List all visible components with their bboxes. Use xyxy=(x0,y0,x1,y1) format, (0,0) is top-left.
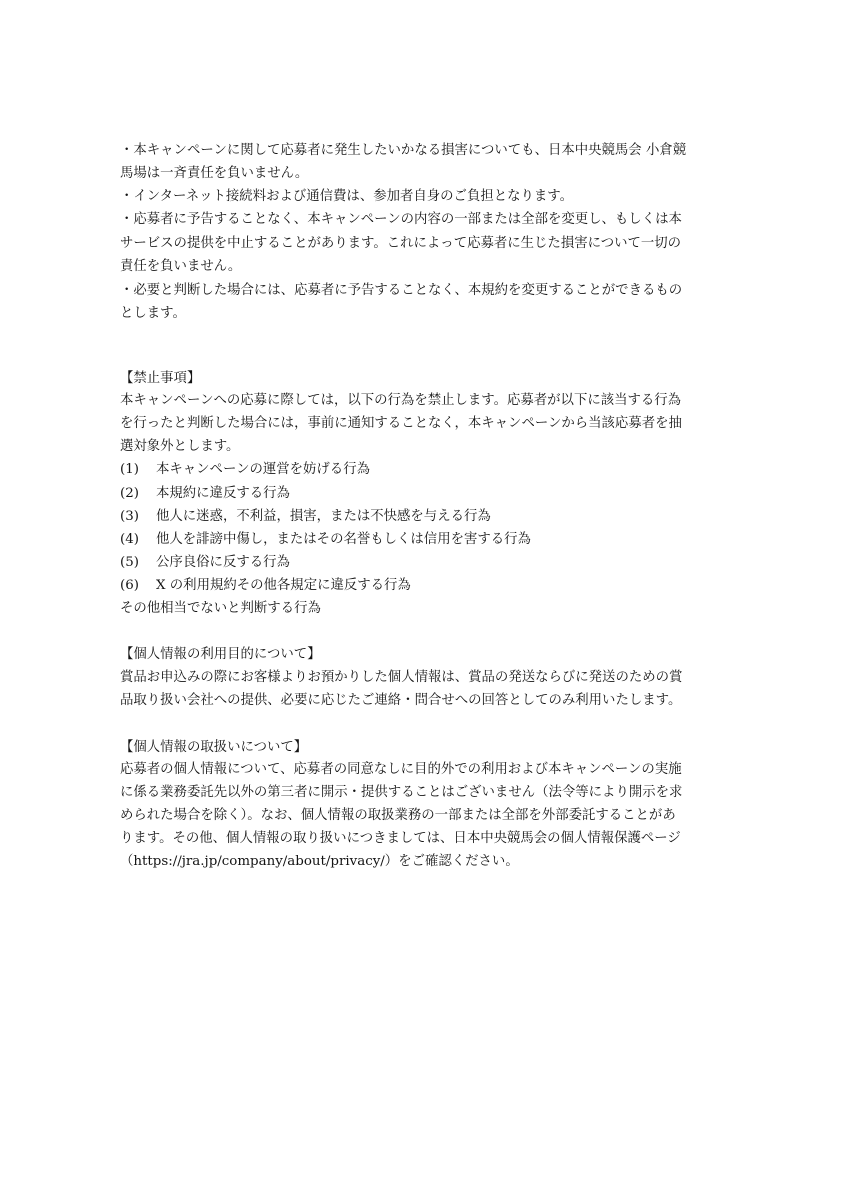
privacy-link-line[interactable]: （https://jra.jp/company/about/privacy/）をご確認ください。 xyxy=(120,854,519,869)
item-text: 本規約に違反する行為 xyxy=(156,486,290,501)
prohibited-item xyxy=(120,576,411,596)
purpose-line: 賞品お申込みの際にお客様よりお預かりした個人情報は、賞品の発送ならびに発送のための賞 xyxy=(120,670,683,685)
handling-line: 応募者の個人情報について、応募者の同意なしに目的外での利用および本キャンペーンの実施 xyxy=(120,762,682,777)
purpose-line: 品取り扱い会社への提供、必要に応じたご連絡・問合せへの回答としてのみ利用いたします。 xyxy=(120,693,682,708)
item-number: (6) xyxy=(120,578,139,593)
prohibited-item xyxy=(120,460,370,480)
handling-line: ります。その他、個人情報の取り扱いにつきましては、日本中央競馬会の個人情報保護ページ xyxy=(120,831,681,846)
notice-line: 馬場は一斉責任を負いません。 xyxy=(120,166,309,181)
item-number: (3) xyxy=(120,509,139,524)
item-text: 他人を誹謗中傷し，またはその名誉もしくは信用を害する行為 xyxy=(156,532,531,547)
item-text: X の利用規約その他各規定に違反する行為 xyxy=(156,578,411,593)
handling-heading: 【個人情報の取扱いについて】 xyxy=(120,740,308,755)
item-number: (2) xyxy=(120,486,139,501)
notice-line: ・インターネット接続料および通信費は、参加者自身のご負担となります。 xyxy=(120,189,574,204)
prohibited-intro-line: 本キャンペーンへの応募に際しては，以下の行為を禁止します。応募者が以下に該当する行為 xyxy=(120,393,682,408)
prohibited-heading: 【禁止事項】 xyxy=(120,371,201,386)
notice-line: ・本キャンペーンに関して応募者に発生したいかなる損害についても、日本中央競馬会 小倉競 xyxy=(120,143,687,158)
prohibited-item xyxy=(120,553,290,573)
prohibited-item xyxy=(120,507,491,527)
handling-line: に係る業務委託先以外の第三者に開示・提供することはございません（法令等により開示を求 xyxy=(120,785,683,800)
notice-line: ・必要と判断した場合には、応募者に予告することなく、本規約を変更することができるもの xyxy=(120,283,683,298)
prohibited-item xyxy=(120,530,531,550)
notice-line: ・応募者に予告することなく、本キャンペーンの内容の一部または全部を変更し、もしくは本 xyxy=(120,212,682,227)
item-number: (5) xyxy=(120,555,139,570)
item-number: (1) xyxy=(120,462,139,477)
prohibited-closing: その他相当でないと判断する行為 xyxy=(120,601,321,616)
item-text: 本キャンペーンの運営を妨げる行為 xyxy=(156,462,370,477)
notice-line: 責任を負いません。 xyxy=(120,259,242,274)
notice-line: とします。 xyxy=(120,306,186,321)
item-text: 他人に迷惑，不利益，損害，または不快感を与える行為 xyxy=(156,509,491,524)
prohibited-item xyxy=(120,484,290,504)
handling-line: められた場合を除く）。なお、個人情報の取扱業務の一部または全部を外部委託することがあ xyxy=(120,808,676,823)
purpose-heading: 【個人情報の利用目的について】 xyxy=(120,647,321,662)
item-text: 公序良俗に反する行為 xyxy=(156,555,290,570)
notice-line: サービスの提供を中止することがあります。これによって応募者に生じた損害について一切の xyxy=(120,236,682,251)
item-number: (4) xyxy=(120,532,139,547)
prohibited-intro-line: 選対象外とします。 xyxy=(120,439,240,454)
prohibited-intro-line: を行ったと判断した場合には，事前に通知することなく，本キャンペーンから当該応募者を抽 xyxy=(120,416,682,431)
